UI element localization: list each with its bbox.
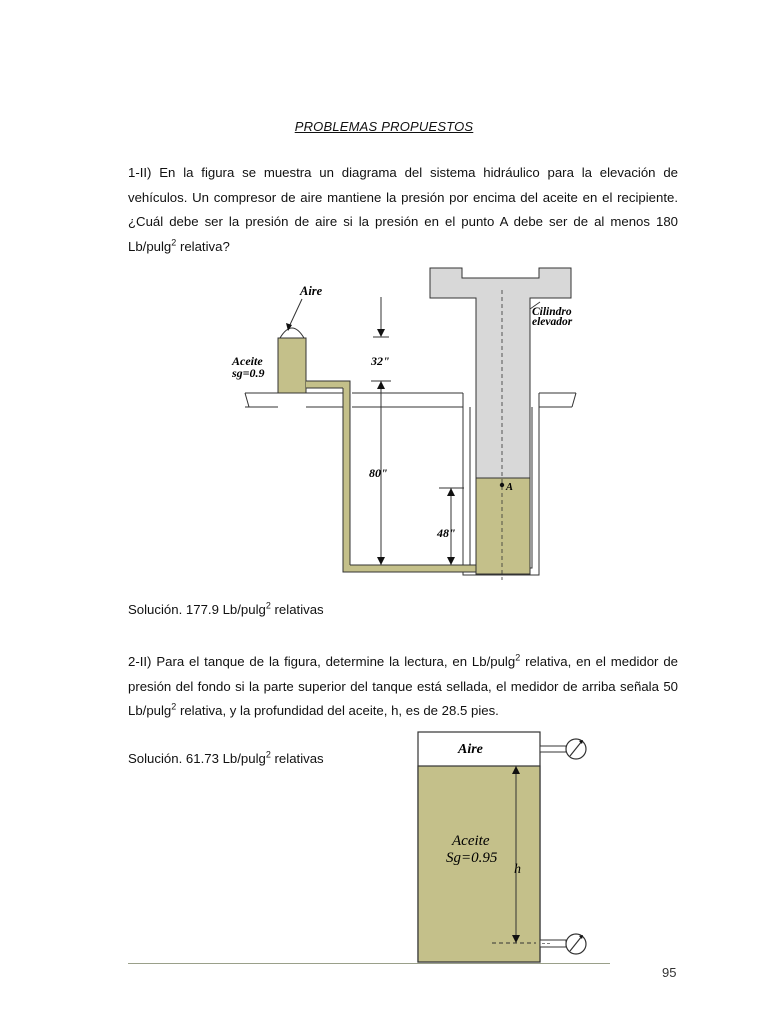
dimension-80: 80" [369, 466, 388, 480]
tank-label-oil: Aceite [452, 833, 490, 849]
lift-cylinder [430, 268, 571, 478]
problem-2-solution [128, 750, 324, 768]
superscript: 2 [265, 600, 271, 611]
tank-label-sg: Sg=0.95 [446, 850, 498, 866]
sealed-tank-diagram [410, 728, 600, 966]
footer-divider [128, 963, 610, 964]
problem-1-statement [128, 161, 678, 259]
solution-text: Solución. 61.73 Lb/pulg [128, 751, 266, 766]
label-cylinder-line1: Cilindro [532, 306, 572, 318]
dimension-32: 32" [371, 354, 390, 368]
label-sg: sg=0.9 [232, 366, 265, 380]
superscript: 2 [171, 701, 177, 712]
hydraulic-lift-diagram [232, 262, 580, 592]
point-a-marker [500, 483, 504, 487]
superscript: 2 [265, 749, 271, 760]
label-air: Aire [300, 284, 323, 298]
oil-reservoir [278, 338, 306, 393]
problem-2-text-end: relativa, y la profundidad del aceite, h, es de 28.5 pies. [176, 703, 499, 718]
solution-unit: relativas [270, 602, 324, 617]
label-point-a: A [506, 482, 514, 493]
cylinder-oil [476, 478, 530, 574]
label-oil: Aceite [232, 354, 263, 368]
problem-1-solution [128, 601, 324, 619]
solution-text: Solución. 177.9 Lb/pulg [128, 602, 266, 617]
page-number: 95 [662, 965, 677, 980]
tank-label-h: h [514, 862, 521, 877]
page-title: PROBLEMAS PROPUESTOS [294, 119, 474, 134]
problem-2-statement [128, 650, 678, 724]
problem-2-text: 2-II) Para el tanque de la figura, determine la lectura, en Lb/pulg [128, 654, 516, 669]
superscript: 2 [515, 652, 521, 663]
superscript: 2 [171, 237, 177, 248]
dimension-48: 48" [437, 526, 456, 540]
label-cylinder-line2: elevador [532, 316, 573, 328]
problem-2-text-middle: relativa, en el medidor de presión del fondo si la parte superior del tanque está sellada, el medidor de arriba señala 50 Lb/pulg [128, 654, 678, 718]
tank-label-air: Aire [458, 742, 483, 757]
problem-1-text-end: relativa? [176, 238, 230, 254]
problem-1-text: 1-II) En la figura se muestra un diagrama del sistema hidráulico para la elevación de vehículos. Un compresor de aire mantiene la presión por encima del aceite en el recipiente. ¿Cuál debe ser la presión de aire si la presión en el punto A debe ser de al menos 180 Lb/pulg [128, 165, 678, 254]
solution-unit: relativas [270, 751, 324, 766]
